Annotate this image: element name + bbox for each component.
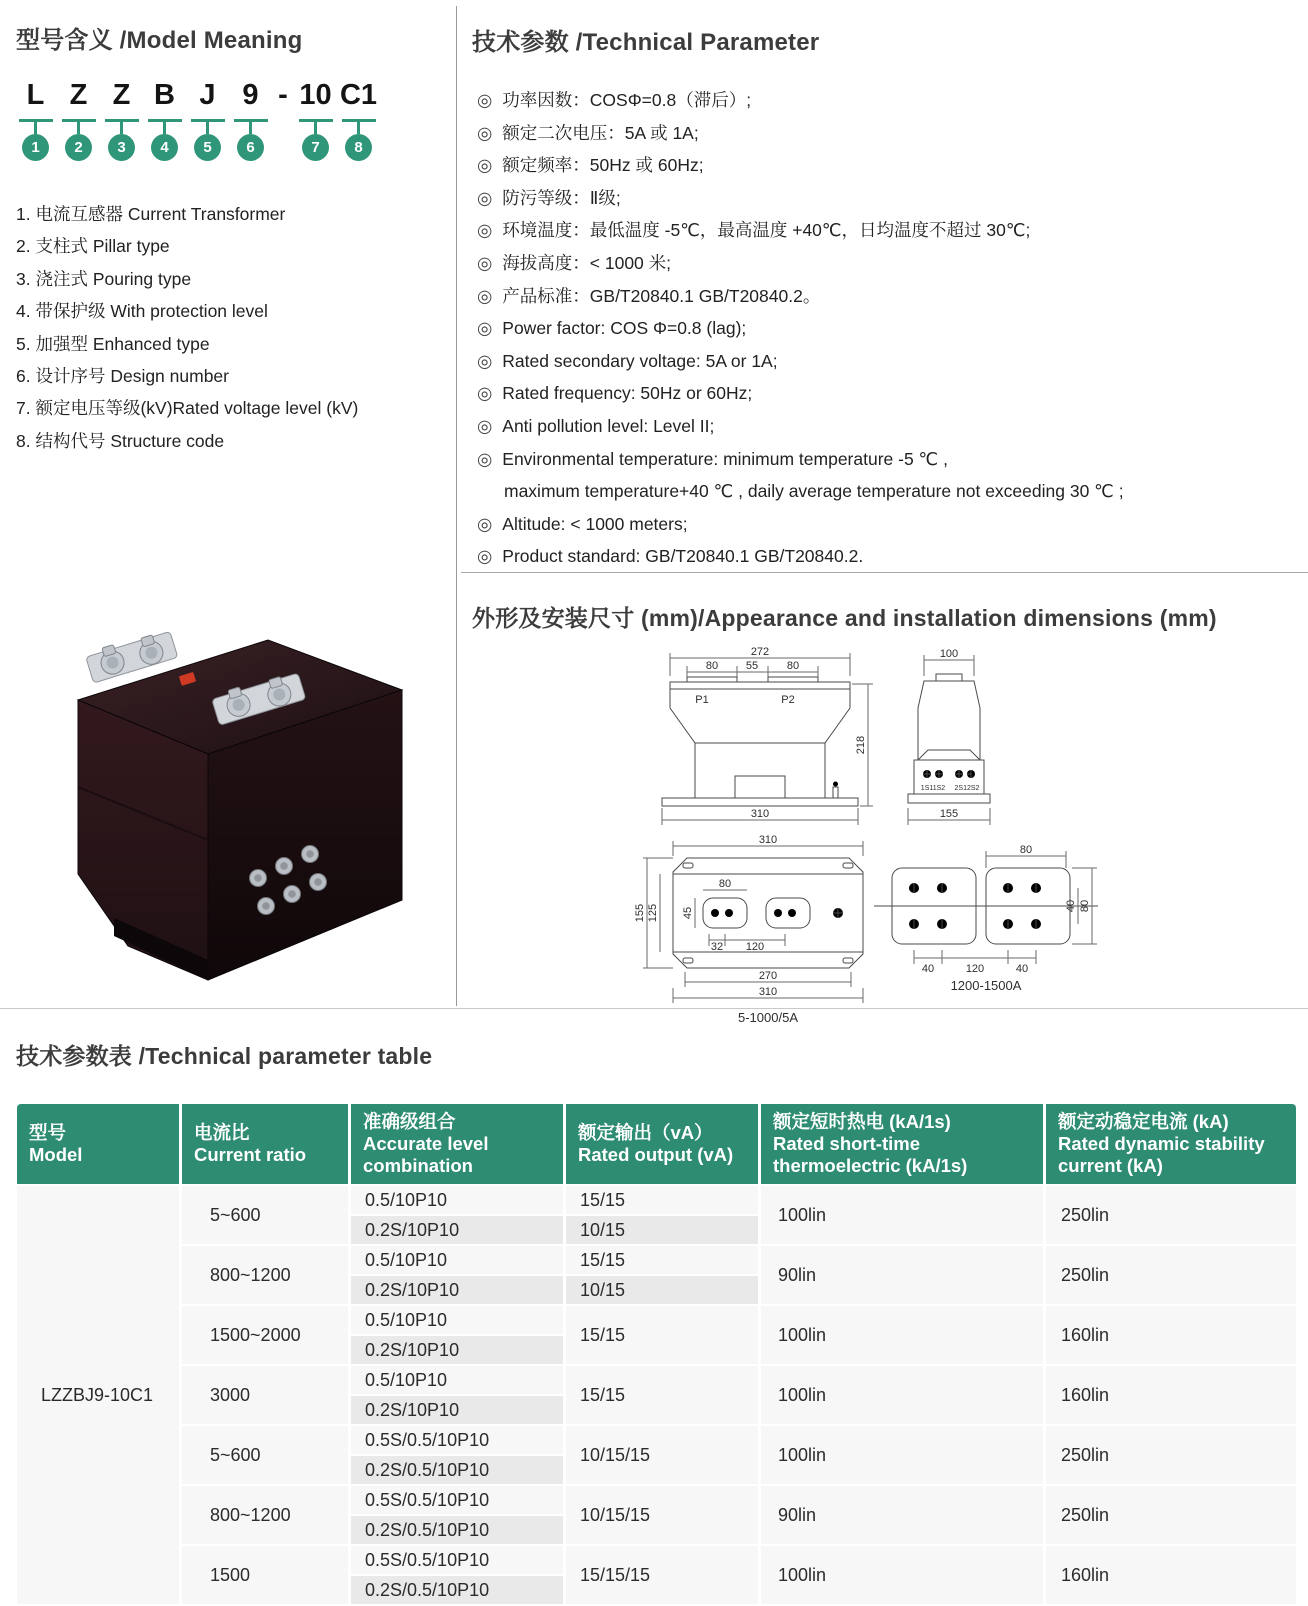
bullet-icon: ◎ [477, 448, 493, 469]
ratio-cell: 1500~2000 [182, 1306, 348, 1364]
svg-text:2S12S2: 2S12S2 [954, 785, 980, 792]
connector-line [342, 119, 376, 134]
parameter-item [477, 410, 1303, 443]
model-code-char: L [26, 79, 45, 111]
parameter-text: 产品标准：GB/T20840.1 GB/T20840.2。 [502, 285, 821, 306]
model-code-part [14, 80, 57, 161]
bullet-icon: ◎ [477, 155, 493, 176]
ratio-cell: 800~1200 [182, 1246, 348, 1304]
parameter-text: Rated secondary voltage: 5A or 1A; [502, 350, 778, 371]
model-code-part [100, 80, 143, 161]
svg-text:120: 120 [965, 963, 985, 975]
terminal-screws [923, 770, 975, 778]
parameter-text: 功率因数：COSΦ=0.8（滞后）; [502, 90, 752, 110]
parameter-text: Product standard: GB/T20840.1 GB/T20840.2. [502, 546, 864, 567]
list-item: 2. 支柱式 Pillar type [16, 236, 170, 257]
number-badge: 7 [302, 134, 329, 161]
number-badge: 6 [237, 134, 264, 161]
parameter-item [477, 84, 1303, 117]
svg-text:218: 218 [855, 735, 867, 755]
parameter-item [477, 214, 1303, 247]
output-cell: 10/15 [566, 1216, 758, 1244]
svg-text:80: 80 [786, 660, 800, 672]
parameter-item [477, 247, 1303, 280]
svg-text:100: 100 [939, 648, 959, 660]
parameter-text: 环境温度：最低温度 -5℃，最高温度 +40℃，日均温度不超过 30℃; [502, 220, 1031, 241]
output-cell: 10/15/15 [566, 1486, 758, 1544]
header-rated-output: 额定输出（vA） Rated output (vA) [566, 1104, 758, 1184]
combo-cell: 0.2S/10P10 [351, 1396, 563, 1424]
svg-text:155: 155 [939, 808, 959, 820]
model-code-char: 10 [299, 79, 332, 111]
parameter-item [477, 149, 1303, 182]
connector-line [19, 119, 53, 134]
header-current-ratio: 电流比 Current ratio [182, 1104, 348, 1184]
model-cell: LZZBJ9-10C1 [17, 1186, 179, 1604]
svg-text:155: 155 [634, 903, 646, 923]
parameter-item [477, 345, 1303, 378]
svg-text:P2: P2 [781, 694, 795, 706]
bottom-view-drawing [633, 836, 888, 1028]
svg-text:40: 40 [921, 963, 935, 975]
parameter-item [477, 540, 1303, 573]
number-badge: 1 [22, 134, 49, 161]
header-dynamic: 额定动稳定电流 (kA) Rated dynamic stability current (kA) [1046, 1104, 1296, 1184]
model-code-char: B [154, 79, 175, 111]
dynamic-cell: 160lin [1046, 1546, 1296, 1604]
output-cell: 10/15/15 [566, 1426, 758, 1484]
thermo-cell: 100lin [761, 1306, 1043, 1364]
parameter-table-title: 技术参数表 /Technical parameter table [16, 1043, 433, 1069]
svg-text:80: 80 [1019, 844, 1033, 856]
list-item: 4. 带保护级 With protection level [16, 301, 268, 322]
side-view-drawing [874, 648, 1024, 832]
parameter-text: Rated frequency: 50Hz or 60Hz; [502, 383, 753, 404]
svg-text:P1: P1 [695, 694, 709, 706]
number-badge: 4 [151, 134, 178, 161]
svg-text:270: 270 [758, 970, 778, 982]
combo-cell: 0.2S/0.5/10P10 [351, 1576, 563, 1604]
combo-cell: 0.2S/0.5/10P10 [351, 1516, 563, 1544]
bullet-icon: ◎ [477, 220, 493, 241]
svg-text:40: 40 [1065, 899, 1077, 913]
combo-cell: 0.2S/10P10 [351, 1276, 563, 1304]
dynamic-cell: 250lin [1046, 1426, 1296, 1484]
svg-text:272: 272 [750, 646, 770, 658]
model-code-part [186, 80, 229, 161]
table-row [17, 1306, 1296, 1334]
header-model: 型号 Model [17, 1104, 179, 1184]
svg-text:310: 310 [750, 808, 770, 820]
bullet-icon: ◎ [477, 122, 493, 143]
ratio-cell: 5~600 [182, 1186, 348, 1244]
svg-text:55: 55 [745, 660, 759, 672]
svg-text:32: 32 [710, 941, 724, 953]
parameter-text: 海拔高度：< 1000 米; [502, 252, 672, 273]
output-cell: 15/15/15 [566, 1546, 758, 1604]
list-item: 5. 加强型 Enhanced type [16, 333, 210, 354]
dynamic-cell: 250lin [1046, 1486, 1296, 1544]
table-row [17, 1186, 1296, 1214]
ratio-cell: 800~1200 [182, 1486, 348, 1544]
output-cell: 15/15 [566, 1306, 758, 1364]
parameter-item [477, 117, 1303, 150]
table-row [17, 1366, 1296, 1394]
model-code-char: C1 [339, 79, 378, 111]
thermo-cell: 100lin [761, 1546, 1043, 1604]
parameter-item [477, 443, 1303, 476]
output-cell: 15/15 [566, 1246, 758, 1274]
parameter-text: 额定二次电压：5A 或 1A; [502, 122, 699, 143]
model-code-part [229, 80, 272, 161]
model-meaning-list [16, 198, 358, 457]
connector-line [105, 119, 139, 134]
parameter-text: maximum temperature+40 ℃ , daily average temperature not exceeding 30 ℃ ; [504, 481, 1124, 502]
combo-cell: 0.5S/0.5/10P10 [351, 1486, 563, 1514]
parameter-item-continuation [477, 475, 1303, 508]
thermo-cell: 100lin [761, 1366, 1043, 1424]
connector-line [148, 119, 182, 134]
list-item: 7. 额定电压等级(kV)Rated voltage level (kV) [16, 398, 359, 419]
table-row [17, 1546, 1296, 1574]
parameter-item [477, 280, 1303, 313]
model-code-part [337, 80, 380, 161]
combo-cell: 0.5/10P10 [351, 1246, 563, 1274]
vertical-divider [456, 6, 457, 1006]
svg-text:45: 45 [682, 906, 694, 920]
bullet-icon: ◎ [477, 90, 493, 110]
technical-parameter-list [477, 84, 1303, 573]
combo-cell: 0.5/10P10 [351, 1186, 563, 1214]
combo-cell: 0.2S/0.5/10P10 [351, 1456, 563, 1484]
table-row [17, 1246, 1296, 1274]
svg-text:1200-1500A: 1200-1500A [950, 978, 1022, 993]
svg-text:80: 80 [718, 878, 732, 890]
list-item: 6. 设计序号 Design number [16, 366, 229, 387]
number-badge: 2 [65, 134, 92, 161]
ratio-cell: 3000 [182, 1366, 348, 1424]
header-short-time: 额定短时热电 (kA/1s) Rated short-time thermoelectric (kA/1s) [761, 1104, 1043, 1184]
model-meaning-title: 型号含义 /Model Meaning [16, 27, 303, 54]
parameter-table [14, 1102, 1299, 1606]
number-badge: 5 [194, 134, 221, 161]
number-badge: 8 [345, 134, 372, 161]
parameter-text: Environmental temperature: minimum temperature -5 ℃ , [502, 448, 948, 469]
model-code-part [143, 80, 186, 161]
parameter-item [477, 377, 1303, 410]
parameter-text: 额定频率：50Hz 或 60Hz; [502, 155, 704, 176]
bullet-icon: ◎ [477, 318, 493, 339]
connector-line [62, 119, 96, 134]
dimensions-title: 外形及安装尺寸 (mm)/Appearance and installation dimensions (mm) [472, 605, 1217, 631]
svg-text:40: 40 [1015, 963, 1029, 975]
dynamic-cell: 160lin [1046, 1306, 1296, 1364]
parameter-text: Power factor: COS Φ=0.8 (lag); [502, 318, 747, 339]
combo-cell: 0.5S/0.5/10P10 [351, 1546, 563, 1574]
parameter-item [477, 182, 1303, 215]
table-row [17, 1426, 1296, 1454]
parameter-text: Anti pollution level: Level II; [502, 415, 715, 436]
model-code-part [57, 80, 100, 161]
list-item: 1. 电流互感器 Current Transformer [16, 204, 286, 224]
list-item: 3. 浇注式 Pouring type [16, 268, 192, 289]
connector-line [299, 119, 333, 134]
model-code-char: - [278, 79, 288, 111]
dynamic-cell: 250lin [1046, 1246, 1296, 1304]
svg-text:1S11S2: 1S11S2 [920, 785, 946, 792]
output-cell: 15/15 [566, 1186, 758, 1214]
model-code-row [14, 80, 380, 161]
thermo-cell: 90lin [761, 1246, 1043, 1304]
output-cell: 15/15 [566, 1366, 758, 1424]
technical-parameter-title: 技术参数 /Technical Parameter [472, 29, 820, 56]
combo-cell: 0.2S/10P10 [351, 1336, 563, 1364]
bullet-icon: ◎ [477, 546, 493, 567]
thermo-cell: 90lin [761, 1486, 1043, 1544]
connector-line [191, 119, 225, 134]
bullet-icon: ◎ [477, 383, 493, 404]
combo-cell: 0.2S/10P10 [351, 1216, 563, 1244]
ratio-cell: 5~600 [182, 1426, 348, 1484]
model-code-char: 9 [242, 79, 259, 111]
dynamic-cell: 160lin [1046, 1366, 1296, 1424]
model-code-char: Z [69, 79, 88, 111]
parameter-text: 防污等级：Ⅱ级; [502, 187, 621, 208]
front-view-drawing [640, 646, 880, 832]
header-accurate-level: 准确级组合 Accurate level combination [351, 1104, 563, 1184]
bullet-icon: ◎ [477, 513, 493, 534]
combo-cell: 0.5S/0.5/10P10 [351, 1426, 563, 1454]
model-code-dash [272, 80, 294, 112]
parameter-item [477, 312, 1303, 345]
svg-text:80: 80 [705, 660, 719, 672]
list-item: 8. 结构代号 Structure code [16, 430, 225, 451]
svg-text:80: 80 [1079, 899, 1091, 913]
thermo-cell: 100lin [761, 1426, 1043, 1484]
bullet-icon: ◎ [477, 187, 493, 208]
parameter-item [477, 508, 1303, 541]
model-code-char: J [199, 79, 216, 111]
combo-cell: 0.5/10P10 [351, 1306, 563, 1334]
svg-text:125: 125 [647, 903, 659, 923]
model-code-part [294, 80, 337, 161]
pads-view-drawing [866, 846, 1106, 994]
bullet-icon: ◎ [477, 415, 493, 436]
table-header-row [17, 1104, 1296, 1184]
bullet-icon: ◎ [477, 285, 493, 306]
connector-line [234, 119, 268, 134]
product-photo [10, 582, 430, 990]
table-row [17, 1486, 1296, 1514]
ratio-cell: 1500 [182, 1546, 348, 1604]
thermo-cell: 100lin [761, 1186, 1043, 1244]
svg-text:5-1000/5A: 5-1000/5A [738, 1010, 798, 1025]
dynamic-cell: 250lin [1046, 1186, 1296, 1244]
output-cell: 10/15 [566, 1276, 758, 1304]
svg-text:310: 310 [758, 986, 778, 998]
bullet-icon: ◎ [477, 252, 493, 273]
number-badge: 3 [108, 134, 135, 161]
combo-cell: 0.5/10P10 [351, 1366, 563, 1394]
svg-text:120: 120 [745, 941, 765, 953]
bullet-icon: ◎ [477, 350, 493, 371]
parameter-text: Altitude: < 1000 meters; [502, 513, 688, 534]
svg-text:310: 310 [758, 834, 778, 846]
model-code-char: Z [112, 79, 131, 111]
